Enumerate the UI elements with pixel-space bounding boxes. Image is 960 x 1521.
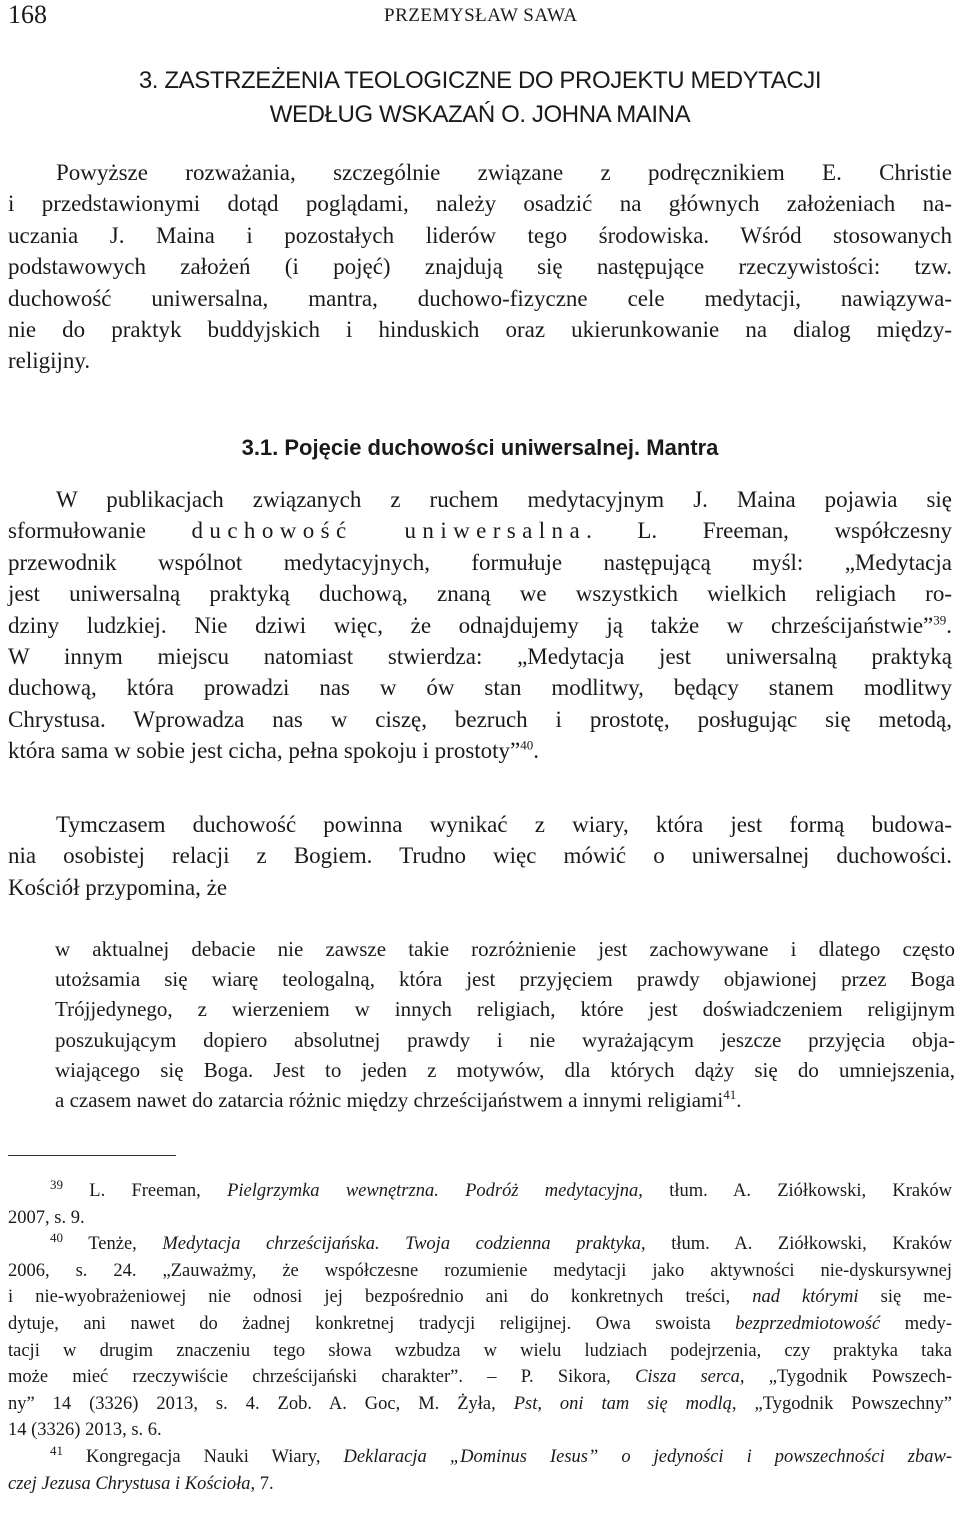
page-header bbox=[8, 0, 952, 34]
footnote-line: tacji w drugim znaczeniu tego słowa wzbudza w wielu ludziach podejrzenia, czy praktyka taka bbox=[8, 1340, 952, 1361]
footnote-39: $^{39}$ L. Freeman, Pielgrzymka wewnętrzna. Podróż medytacyjna, tłum. A. Ziółkowski, Kraków bbox=[50, 1176, 952, 1201]
text-line: Tymczasem duchowość powinna wynikać z wiary, która jest formą budowa- bbox=[56, 812, 952, 837]
quote-line: w aktualnej debacie nie zawsze takie rozróżnienie jest zachowywane i dlatego często bbox=[55, 937, 955, 961]
section-title-line: 3. ZASTRZEŻENIA TEOLOGICZNE DO PROJEKTU MEDYTACJI bbox=[138, 67, 822, 94]
running-head: PRZEMYSŁAW SAWA bbox=[384, 5, 578, 26]
footnote-ref-40[interactable]: 40 bbox=[520, 737, 534, 753]
text-line: nie do praktyk buddyjskich i hinduskich oraz ukierunkowanie na dialog między- bbox=[8, 316, 952, 342]
footnote-ref-39[interactable]: 39 bbox=[933, 611, 947, 627]
text-line: dziny ludzkiej. Nie dziwi więc, że odnajdujemy ją także w chrześcijaństwie”$^{39}$. bbox=[8, 611, 952, 638]
text-line: Chrystusa. Wprowadza nas w ciszę, bezruch i prostotę, posługując się metodą, bbox=[8, 706, 952, 732]
footnote-40: $^{40}$ Tenże, Medytacja chrześcijańska. Twoja codzienna praktyka, tłum. A. Ziółkowski, Kraków bbox=[50, 1230, 952, 1255]
text-line: i przedstawionymi dotąd poglądami, należy osadzić na głównych założeniach na- bbox=[8, 191, 952, 217]
footnote-line: 2006, s. 24. „Zauważmy, że współczesne rozumienie medytacji jako aktywności nie-dyskursywnej bbox=[8, 1260, 952, 1281]
quote-line: Trójjedynego, z wierzeniem w innych religiach, które jest doświadczeniem religijnym bbox=[55, 997, 955, 1022]
footnote-line: ny” 14 (3326) 2013, s. 4. Zob. A. Goc, M. Żyła, Pst, oni tam się modlą, „Tygodnik Powszechny” bbox=[8, 1393, 952, 1414]
text-line: duchową, która prowadzi nas w ów stan modlitwy, będący stanem modlitwy bbox=[8, 675, 952, 701]
text-line: religijny. bbox=[8, 348, 91, 374]
section-title bbox=[60, 64, 900, 132]
footnote-line: może mieć rzeczywiście chrześcijański charakter”. – P. Sikora, Cisza serca, „Tygodnik Powszech- bbox=[8, 1367, 953, 1388]
text-line: W publikacjach związanych z ruchem medytacyjnym J. Maina pojawia się bbox=[56, 487, 952, 512]
footnote-line: 14 (3326) 2013, s. 6. bbox=[8, 1420, 162, 1441]
paragraph-3 bbox=[8, 809, 952, 903]
text-line: która sama w sobie jest cicha, pełna spokoju i prostoty”$^{40}$. bbox=[8, 737, 540, 764]
paragraph-1 bbox=[8, 157, 952, 377]
footnote-line: dytuje, ani nawet do żadnej konkretnej tradycji religijnej. Owa swoista bezprzedmiotowość medy- bbox=[8, 1313, 952, 1334]
text-line: W innym miejscu natomiast stwierdza: „Medytacja jest uniwersalną praktyką bbox=[8, 643, 952, 669]
block-quote bbox=[55, 934, 955, 1115]
quote-line: poszukującym dopiero absolutnej prawdy i nie wyrażającym jeszcze przyjęcia obja- bbox=[55, 1027, 955, 1052]
footnote-41: $^{41}$ Kongregacja Nauki Wiary, Deklaracja „Dominus Iesus” o jedyności i powszechności zbaw- bbox=[50, 1442, 952, 1467]
quote-line: utożsamia się wiarę teologalną, która jest przyjęciem prawdy objawionej przez Boga bbox=[55, 967, 955, 992]
section-title-line: WEDŁUG WSKAZAŃ O. JOHNA MAINA bbox=[269, 101, 691, 128]
subsection-title: 3.1. Pojęcie duchowości uniwersalnej. Mantra bbox=[241, 435, 719, 460]
text-line: sformułowanie duchowość uniwersalna. L. Freeman, współczesny bbox=[8, 518, 952, 544]
text-line: Kościół przypomina, że bbox=[8, 874, 228, 900]
text-line: podstawowych założeń (i pojęć) znajdują się następujące rzeczywistości: tzw. bbox=[8, 254, 952, 280]
footnote-line: i nie-wyobrażeniowej nie odnosi jej bezpośrednio ani do konkretnych treści, nad którymi się me- bbox=[8, 1287, 953, 1308]
footnote-line: 2007, s. 9. bbox=[8, 1207, 85, 1228]
text-line: przewodnik wspólnot medytacyjnych, formułuje następującą myśl: „Medytacja bbox=[8, 549, 952, 575]
footnotes bbox=[8, 1178, 952, 1497]
quote-line: wiającego się Boga. Jest to jeden z motywów, dla których dąży się do umniejszenia, bbox=[55, 1057, 955, 1082]
footnote-line: czej Jezusa Chrystusa i Kościoła, 7. bbox=[8, 1473, 274, 1494]
text-line: nia osobistej relacji z Bogiem. Trudno więc mówić o uniwersalnej duchowości. bbox=[8, 843, 952, 869]
text-line: uczania J. Maina i pozostałych liderów tego środowiska. Wśród stosowanych bbox=[8, 222, 952, 248]
paragraph-2 bbox=[8, 484, 952, 767]
quote-line: a czasem nawet do zatarcia różnic między chrześcijaństwem a innymi religiami$^{41}$. bbox=[55, 1086, 742, 1112]
text-line: jest uniwersalną praktyką duchową, znaną we wszystkich wielkich religiach ro- bbox=[8, 581, 952, 607]
footnote-ref-41[interactable]: 41 bbox=[723, 1086, 737, 1102]
page-number: 168 bbox=[8, 0, 47, 29]
text-line: Powyższe rozważania, szczególnie związane z podręcznikiem E. Christie bbox=[56, 160, 952, 185]
emphasized-term: duchowość uniwersalna bbox=[191, 518, 587, 544]
text-line: duchowość uniwersalna, mantra, duchowo-fizyczne cele medytacji, nawiązywa- bbox=[8, 285, 952, 311]
footnote-divider bbox=[8, 1155, 176, 1156]
